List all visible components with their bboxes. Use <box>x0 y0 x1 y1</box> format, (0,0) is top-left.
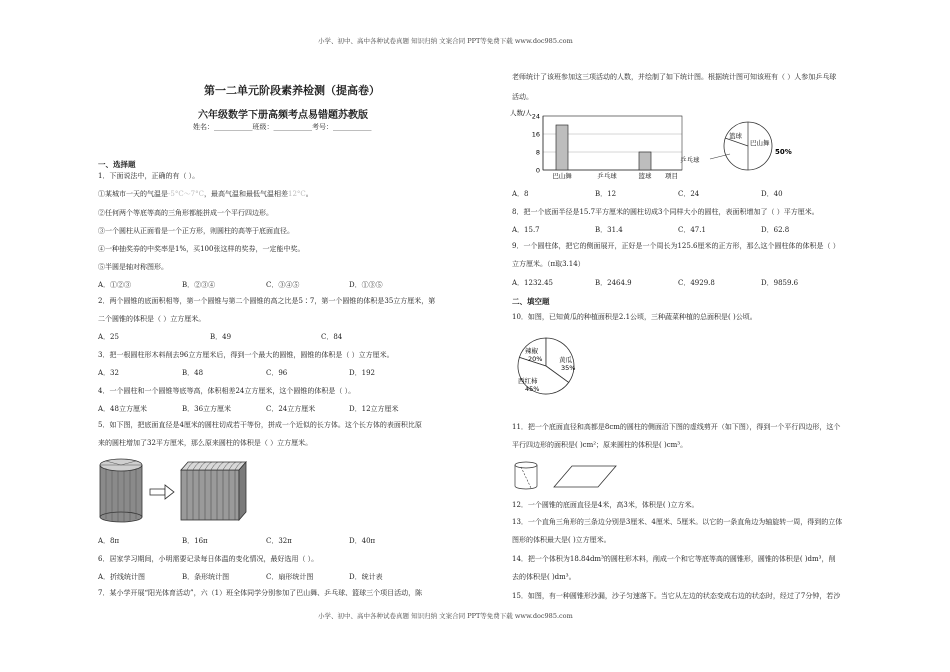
q4-option-c: C．24立方厘米 <box>266 405 316 413</box>
q3-stem: 3．把一根圆柱形木料削去96立方厘米后，得到一个最大的圆锥，圆锥的体积是（ ）立方厘米。 <box>98 351 394 359</box>
title-main: 第一二单元阶段素养检测（提高卷） <box>204 84 380 97</box>
q1-statement-2: ②任何两个等底等高的三角形都能拼成一个平行四边形。 <box>98 209 273 217</box>
q7-pie-chart <box>676 114 796 174</box>
q9-option-c: C．4929.8 <box>678 279 715 287</box>
q7-option-c: C．24 <box>678 190 700 198</box>
bar-chart-category-label: 篮球 <box>638 172 652 180</box>
q6-option-d: D．统计表 <box>349 573 383 581</box>
pie2-value-cucumber: 35% <box>561 364 576 372</box>
q6-option-c: C．扇形统计图 <box>266 573 314 581</box>
title-sub: 六年级数学下册高频考点易错题苏教版 <box>198 110 368 121</box>
q8-stem: 8．把一个底面半径是15.7平方厘米的圆柱切成3个同样大小的圆柱，表面积增加了（ ）平方厘米。 <box>512 208 819 216</box>
q8-option-b: B．31.4 <box>595 226 623 234</box>
q7-line-2: 老师统计了该班参加这三项活动的人数，并绘制了如下统计图。根据统计图可知该班有（ ）人参加乒乓球 <box>512 73 837 81</box>
q12-stem: 12．一个圆锥的底面直径是4米，高3米，体积是( )立方米。 <box>512 501 699 509</box>
q3-option-c: C．96 <box>266 369 288 377</box>
q9-option-d: D．9859.6 <box>761 279 799 287</box>
q7-line-3: 活动。 <box>512 93 533 101</box>
q9-option-a: A．1232.45 <box>512 279 554 287</box>
q4-option-d: D．12立方厘米 <box>349 405 399 413</box>
q8-option-d: D．62.8 <box>761 226 790 234</box>
q1-option-a: A．①②③ <box>98 281 132 289</box>
q14-line-2: 去的体积是( )dm³。 <box>512 573 576 581</box>
q4-stem: 4．一个圆柱和一个圆锥等底等高，体积相差24立方厘米，这个圆锥的体积是（ ）。 <box>98 387 356 395</box>
q3-option-b: B．48 <box>182 369 204 377</box>
pie2-label-cucumber: 黄瓜 <box>559 356 572 364</box>
q5-line-1: 5．如下图，把底面直径是4厘米的圆柱切成若干等份，拼成一个近似的长方体。这个长方体的表面积比原 <box>98 421 422 429</box>
q11-line-1: 11．把一个底面直径和高都是8cm的圆柱的侧面沿下图的虚线剪开（如下图），得到一个平行四边形，这个 <box>512 423 841 431</box>
page-footer: 小学、初中、高中各种试卷真题 知识归纳 文案合同 PPT等免费下载 www.doc985.com <box>318 612 573 620</box>
q1-statement-4: ④一种抽奖券的中奖率是1%，买100张这样的奖券，一定能中奖。 <box>98 245 305 253</box>
pie2-value-tomato: 45% <box>525 385 540 393</box>
section-multiple-choice: 一、选择题 <box>98 160 136 169</box>
bar-chart-ytick: 0 <box>535 166 540 175</box>
pie1-value-bashanwu: 50% <box>775 148 792 156</box>
q2-line-1: 2．两个圆锥的底面积相等，第一个圆锥与第二个圆锥的高之比是5∶7，第一个圆锥的体积是35立方厘米，第 <box>98 297 436 305</box>
q3-option-d: D．192 <box>349 369 375 377</box>
q3-option-a: A．32 <box>98 369 119 377</box>
q8-option-a: A．15.7 <box>512 226 540 234</box>
arrow-right-icon <box>150 485 174 499</box>
q11-cylinder <box>515 462 537 489</box>
bar-chart-bar <box>639 152 651 170</box>
pie1-label-basketball: 篮球 <box>729 132 742 140</box>
q7-bar-chart <box>510 106 690 180</box>
q2-option-c: C．84 <box>321 333 343 341</box>
bar-chart-ylabel: 人数/人 <box>510 109 532 117</box>
q1-option-c: C．③④⑤ <box>266 281 300 289</box>
pie1-label-bashanwu: 巴山舞 <box>750 139 770 147</box>
q6-option-b: B．条形统计图 <box>182 573 230 581</box>
q5-line-2: 来的圆柱增加了32平方厘米，那么原来圆柱的体积是（ ）立方厘米。 <box>98 439 313 447</box>
q5-option-b: B．16π <box>182 537 208 545</box>
bar-chart-ytick: 8 <box>535 148 540 157</box>
bar-chart-ytick: 16 <box>531 130 540 139</box>
q6-stem: 6．居家学习期间，小明需要记录每日体温的变化情况，最好选用（ ）。 <box>98 555 319 563</box>
q13-line-1: 13．一个直角三角形的三条边分别是3厘米、4厘米、5厘米。以它的一条直角边为轴旋转一周，得到的立体 <box>512 518 843 526</box>
q1-stem: 1．下面说法中，正确的有（ ）。 <box>98 172 200 180</box>
q11-line-2: 平行四边形的面积是( )cm²；原来圆柱的体积是( )cm³。 <box>512 441 688 449</box>
q13-line-2: 图形的体积最大是( )立方厘米。 <box>512 536 611 544</box>
bar-chart-bar <box>556 125 568 170</box>
q15-line-1: 15．如图，有一种圆锥形沙漏，沙子匀速落下。当它从左边的状态变成右边的状态时，经过了7分钟，若沙 <box>512 592 841 600</box>
q1-statement-5: ⑤半圆是轴对称图形。 <box>98 263 168 271</box>
q10-stem: 10．如图，已知黄瓜的种植面积是2.1公顷，三种蔬菜种植的总面积是( )公顷。 <box>512 313 757 321</box>
cylinder-drawing <box>100 459 142 522</box>
pie1-label-pingpong: 乒乓球 <box>680 156 700 164</box>
q5-option-c: C．32π <box>266 537 292 545</box>
q10-pie-chart <box>512 330 592 400</box>
bar-chart-category-label: 巴山舞 <box>552 172 572 180</box>
q2-option-b: B．49 <box>210 333 232 341</box>
q4-option-b: B．36立方厘米 <box>182 405 232 413</box>
q7-line-1: 7．某小学开展“阳光体育活动”，六（1）班全体同学分别参加了巴山舞、乒乓球、篮球三个项目活动，陈 <box>98 589 423 597</box>
section-fill-in: 二、填空题 <box>512 297 550 306</box>
q4-option-a: A．48立方厘米 <box>98 405 147 413</box>
q11-parallelogram <box>554 466 616 487</box>
page-header: 小学、初中、高中各种试卷真题 知识归纳 文案合同 PPT等免费下载 www.doc985.com <box>318 37 573 45</box>
q1-statement-1: ①某城市一天的气温是-5°C～7°C，最高气温和最低气温相差12°C。 <box>98 190 313 198</box>
q2-line-2: 二个圆锥的体积是（ ）立方厘米。 <box>98 315 206 323</box>
q9-line-1: 9．一个圆柱体，把它的侧面展开，正好是一个周长为125.6厘米的正方形，那么这个圆柱体的体积是（ ） <box>512 242 840 250</box>
bar-chart-xlabel: 项目 <box>665 172 678 180</box>
q7-option-d: D．40 <box>761 190 783 198</box>
q5-option-d: D．40π <box>349 537 376 545</box>
bar-chart-ytick: 24 <box>531 112 540 121</box>
pie2-label-tomato: 西红柿 <box>518 377 538 385</box>
q1-option-d: D．①③⑤ <box>349 281 383 289</box>
bar-chart-category-label: 乒乓球 <box>597 172 617 180</box>
q8-option-c: C．47.1 <box>678 226 706 234</box>
cuboid-drawing <box>181 462 246 520</box>
q1-option-b: B．②③④ <box>182 281 216 289</box>
q11-figure <box>512 460 622 492</box>
q9-line-2: 立方厘米。（π取3.14） <box>512 260 585 268</box>
student-info-line: 姓名：___________班级：___________考号：___________ <box>193 123 372 131</box>
q5-cylinder-figure <box>98 456 258 526</box>
q9-option-b: B．2464.9 <box>595 279 632 287</box>
q14-line-1: 14．把一个体积为18.84dm³的圆柱形木料，削成一个和它等底等高的圆锥形，圆锥的体积是( )dm³，削 <box>512 555 836 563</box>
q5-option-a: A．8π <box>98 537 120 545</box>
pie2-value-pepper: 20% <box>528 355 543 363</box>
q7-option-a: A．8 <box>512 190 529 198</box>
q7-option-b: B．12 <box>595 190 617 198</box>
q6-option-a: A．折线统计图 <box>98 573 146 581</box>
q2-option-a: A．25 <box>98 333 119 341</box>
pie2-label-pepper: 辣椒 <box>525 347 538 355</box>
q1-statement-3: ③一个圆柱从正面看是一个正方形，则圆柱的高等于底面直径。 <box>98 227 294 235</box>
